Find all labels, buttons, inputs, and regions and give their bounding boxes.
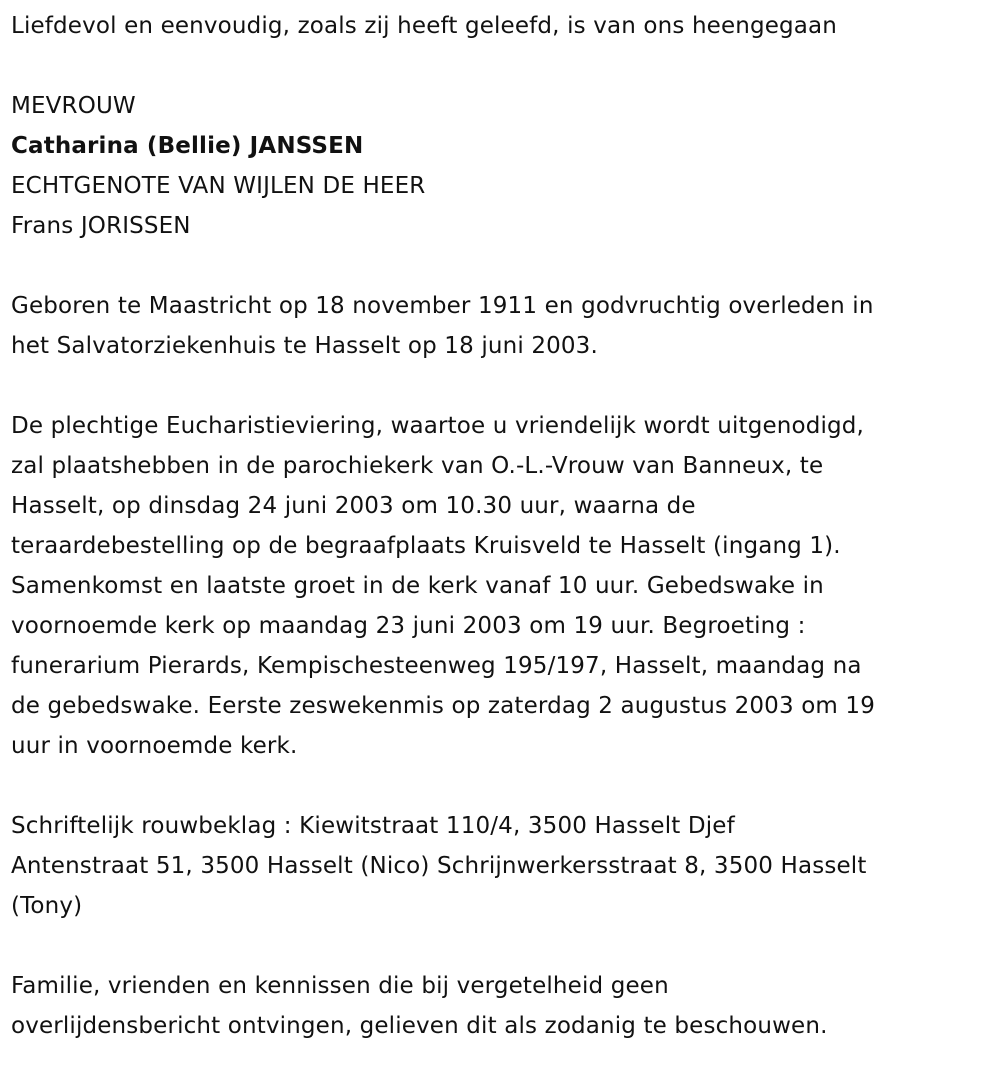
spacer	[11, 46, 995, 86]
birth-death-paragraph	[11, 286, 995, 366]
spouse-name: Frans JORISSEN	[11, 213, 191, 239]
spacer	[11, 926, 995, 966]
text-line: Geboren te Maastricht op 18 november 1911 en godvruchtig overleden in	[11, 293, 874, 319]
spacer	[11, 366, 995, 406]
text-line: voornoemde kerk op maandag 23 juni 2003 om 19 uur. Begroeting :	[11, 613, 806, 639]
text-line: Antenstraat 51, 3500 Hasselt (Nico) Schrijnwerkersstraat 8, 3500 Hasselt	[11, 853, 867, 879]
text-line: de gebedswake. Eerste zeswekenmis op zaterdag 2 augustus 2003 om 19	[11, 693, 875, 719]
obituary-notice	[11, 6, 995, 1046]
condolences-paragraph	[11, 806, 995, 926]
ceremony-paragraph	[11, 406, 995, 766]
text-line: Samenkomst en laatste groet in de kerk vanaf 10 uur. Gebedswake in	[11, 573, 824, 599]
text-line: Hasselt, op dinsdag 24 juni 2003 om 10.30 uur, waarna de	[11, 493, 696, 519]
text-line: het Salvatorziekenhuis te Hasselt op 18 juni 2003.	[11, 333, 598, 359]
relation-line: ECHTGENOTE VAN WIJLEN DE HEER	[11, 173, 426, 199]
text-line: teraardebestelling op de begraafplaats Kruisveld te Hasselt (ingang 1).	[11, 533, 841, 559]
text-line: funerarium Pierards, Kempischesteenweg 195/197, Hasselt, maandag na	[11, 653, 862, 679]
spacer	[11, 766, 995, 806]
honorific-title: MEVROUW	[11, 93, 136, 119]
text-line: (Tony)	[11, 893, 83, 919]
closing-paragraph	[11, 966, 995, 1046]
text-line: Familie, vrienden en kennissen die bij vergetelheid geen	[11, 973, 669, 999]
text-line: zal plaatshebben in de parochiekerk van O.-L.-Vrouw van Banneux, te	[11, 453, 824, 479]
spacer	[11, 246, 995, 286]
text-line: uur in voornoemde kerk.	[11, 733, 298, 759]
text-line: Schriftelijk rouwbeklag : Kiewitstraat 110/4, 3500 Hasselt Djef	[11, 813, 735, 839]
text-line: De plechtige Eucharistieviering, waartoe u vriendelijk wordt uitgenodigd,	[11, 413, 864, 439]
deceased-name: Catharina (Bellie) JANSSEN	[11, 133, 364, 159]
intro-line: Liefdevol en eenvoudig, zoals zij heeft geleefd, is van ons heengegaan	[11, 13, 838, 39]
text-line: overlijdensbericht ontvingen, gelieven dit als zodanig te beschouwen.	[11, 1013, 828, 1039]
